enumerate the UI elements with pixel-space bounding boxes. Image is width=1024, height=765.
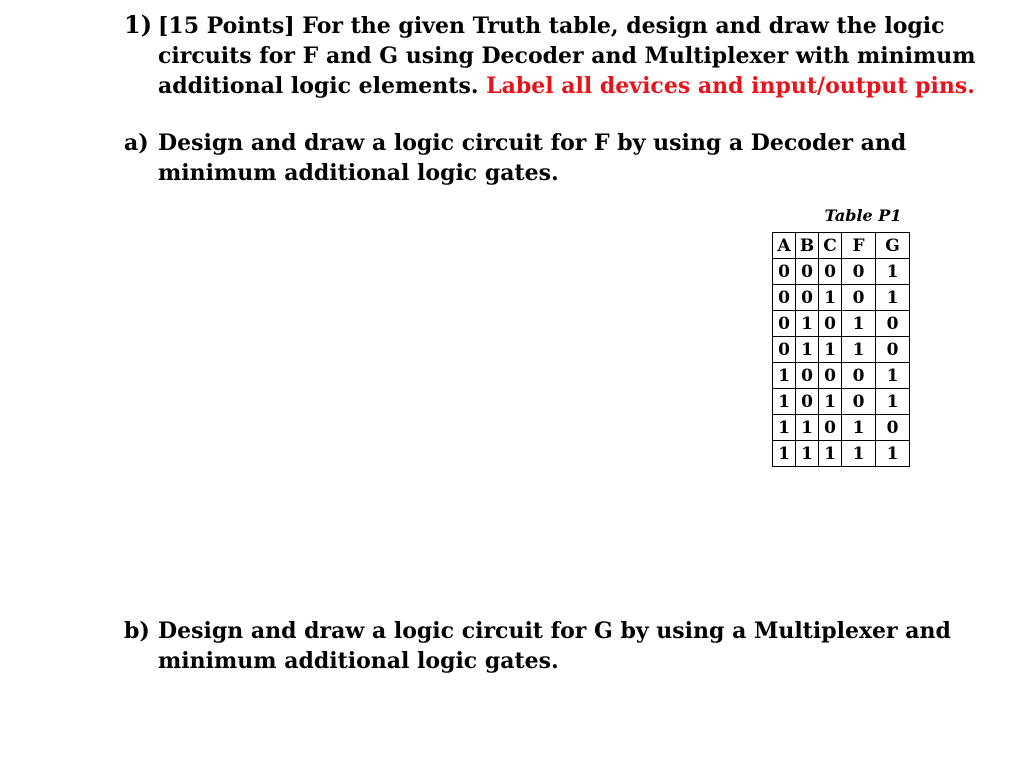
table-row xyxy=(773,311,910,337)
question-number: 1) xyxy=(124,10,153,39)
question-text-line-1: [15 Points] For the given Truth table, design and draw the logic xyxy=(158,13,945,39)
part-a xyxy=(124,128,1004,188)
part-b-text-line-2: minimum additional logic gates. xyxy=(158,648,559,674)
table-cell-a: 1 xyxy=(773,389,796,415)
table-cell-c: 1 xyxy=(819,441,842,467)
table-cell-b: 1 xyxy=(796,337,819,363)
table-cell-c: 1 xyxy=(819,285,842,311)
table-cell-c: 0 xyxy=(819,363,842,389)
table-cell-g: 1 xyxy=(876,259,910,285)
table-cell-a: 0 xyxy=(773,259,796,285)
table-cell-f: 1 xyxy=(842,415,876,441)
truth-table xyxy=(772,232,910,467)
table-cell-f: 0 xyxy=(842,259,876,285)
labeling-instruction: Label all devices and input/output pins. xyxy=(478,73,975,99)
table-row xyxy=(773,337,910,363)
part-a-label: a) xyxy=(124,130,149,156)
table-row xyxy=(773,285,910,311)
truth-table-body xyxy=(773,259,910,467)
table-row xyxy=(773,441,910,467)
part-b-line-1 xyxy=(124,616,1004,646)
header-cell-f: F xyxy=(842,233,876,259)
table-row xyxy=(773,389,910,415)
table-cell-a: 1 xyxy=(773,415,796,441)
table-cell-b: 0 xyxy=(796,285,819,311)
table-cell-f: 0 xyxy=(842,389,876,415)
table-cell-b: 0 xyxy=(796,389,819,415)
table-cell-b: 0 xyxy=(796,363,819,389)
table-cell-g: 0 xyxy=(876,337,910,363)
table-cell-a: 1 xyxy=(773,441,796,467)
table-cell-g: 1 xyxy=(876,441,910,467)
table-cell-c: 0 xyxy=(819,259,842,285)
table-cell-g: 0 xyxy=(876,311,910,337)
header-cell-c: C xyxy=(819,233,842,259)
table-cell-a: 0 xyxy=(773,337,796,363)
header-cell-a: A xyxy=(773,233,796,259)
question-text-line-2: circuits for F and G using Decoder and Multiplexer with minimum xyxy=(158,43,976,69)
table-cell-c: 1 xyxy=(819,337,842,363)
table-row xyxy=(773,415,910,441)
table-cell-a: 0 xyxy=(773,285,796,311)
part-a-line-1 xyxy=(124,128,1004,158)
table-cell-c: 1 xyxy=(819,389,842,415)
part-a-text-line-1: Design and draw a logic circuit for F by using a Decoder and xyxy=(158,130,907,156)
table-caption: Table P1 xyxy=(824,206,902,225)
table-cell-f: 0 xyxy=(842,363,876,389)
table-cell-g: 1 xyxy=(876,389,910,415)
table-cell-f: 0 xyxy=(842,285,876,311)
header-cell-g: G xyxy=(876,233,910,259)
table-row xyxy=(773,363,910,389)
table-cell-f: 1 xyxy=(842,337,876,363)
header-cell-b: B xyxy=(796,233,819,259)
question-line-3 xyxy=(124,71,1004,101)
table-cell-c: 0 xyxy=(819,311,842,337)
table-cell-b: 1 xyxy=(796,441,819,467)
table-cell-b: 1 xyxy=(796,311,819,337)
table-cell-c: 0 xyxy=(819,415,842,441)
question-line-1 xyxy=(124,10,1004,41)
table-cell-a: 1 xyxy=(773,363,796,389)
part-b-label: b) xyxy=(124,618,150,644)
table-cell-g: 0 xyxy=(876,415,910,441)
table-cell-a: 0 xyxy=(773,311,796,337)
question-1 xyxy=(124,10,1004,101)
truth-table-header-row xyxy=(773,233,910,259)
part-a-text-line-2: minimum additional logic gates. xyxy=(158,160,559,186)
table-cell-g: 1 xyxy=(876,285,910,311)
part-b xyxy=(124,616,1004,676)
table-cell-f: 1 xyxy=(842,311,876,337)
table-cell-f: 1 xyxy=(842,441,876,467)
table-row xyxy=(773,259,910,285)
table-cell-g: 1 xyxy=(876,363,910,389)
table-cell-b: 0 xyxy=(796,259,819,285)
table-cell-b: 1 xyxy=(796,415,819,441)
part-b-text-line-1: Design and draw a logic circuit for G by using a Multiplexer and xyxy=(158,618,951,644)
question-text-line-3: additional logic elements. xyxy=(158,73,479,99)
